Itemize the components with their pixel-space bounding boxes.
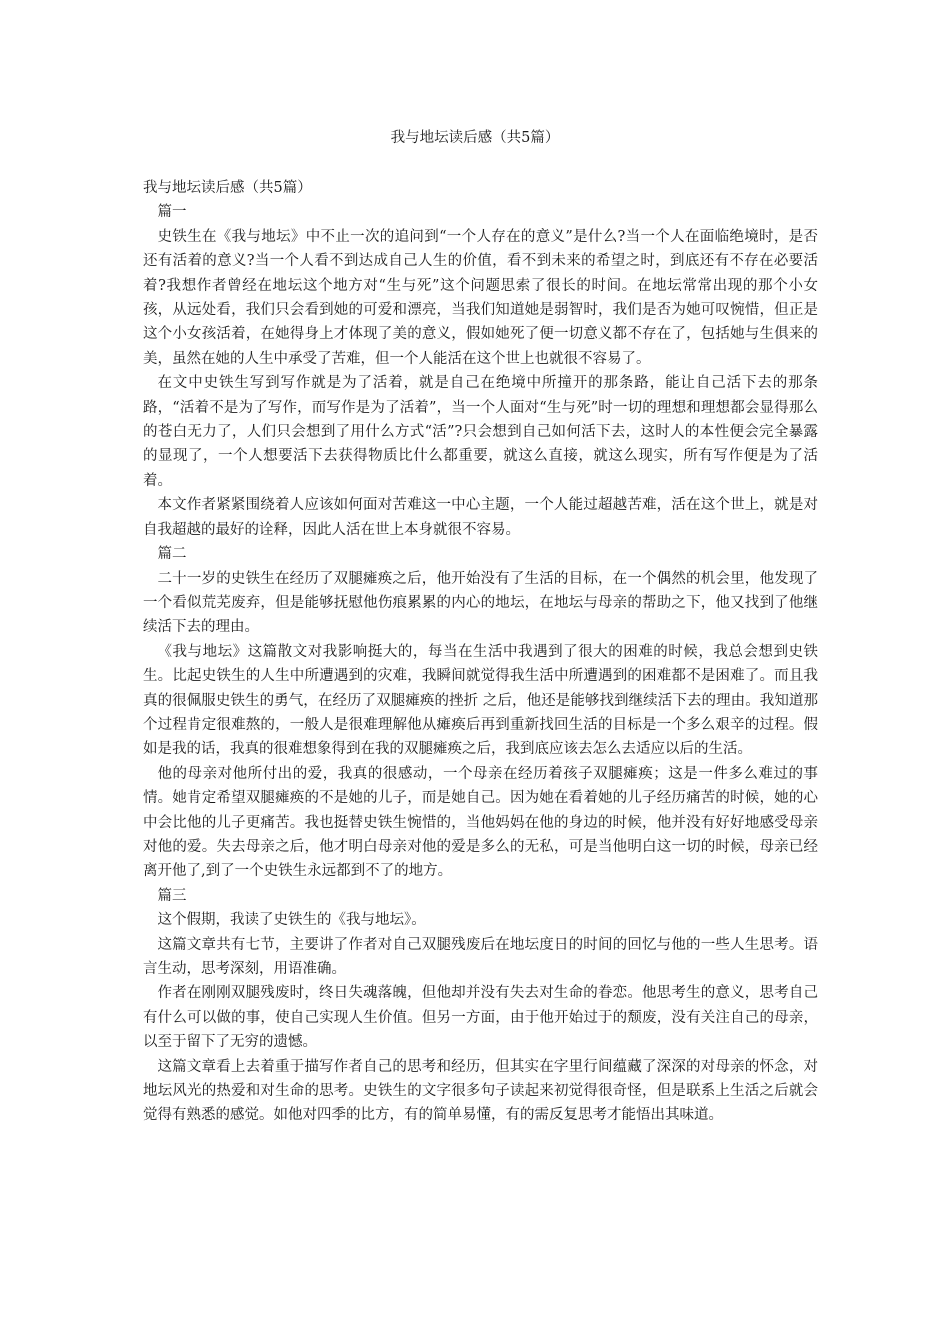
paragraph: 史铁生在《我与地坛》中不止一次的追问到“一个人存在的意义”是什么?当一个人在面临绝境时，是否还有活着的意义?当一个人看不到达成自己人生的价值，看不到未来的希望之时，到底还有不存在必要活着?我想作者曾经在地坛这个地方对“生与死”这个问题思索了很长的时间。在地坛常常出现的那个小女孩，从远处看，我们只会看到她的可爱和漂亮，当我们知道她是弱智时，我们是否为她可叹惋惜，但正是这个小女孩活着，在她得身上才体现了美的意义，假如她死了便一切意义都不存在了，包括她与生俱来的美，虽然在她的人生中承受了苦难，但一个人能活在这个世上也就很不容易了。: [143, 228, 818, 367]
paragraph: 二十一岁的史铁生在经历了双腿瘫痪之后，他开始没有了生活的目标，在一个偶然的机会里，他发现了一个看似荒芜废弃，但是能够抚慰他伤痕累累的内心的地坛，在地坛与母亲的帮助之下，他又找到了他继续活下去的理由。: [143, 570, 818, 636]
section-heading: 篇三: [157, 887, 187, 904]
paragraph: 《我与地坛》这篇散文对我影响挺大的，每当在生活中我遇到了很大的困难的时候，我总会想到史铁生。比起史铁生的人生中所遭遇到的灾难，我瞬间就觉得我生活中所遭遇到的困难都不是困难了。而且我真的很佩服史铁生的勇气，在经历了双腿瘫痪的挫折 之后，他还是能够找到继续活下去的理由。我知道那个过程肯定很难熬的，一般人是很难理解他从瘫痪后再到重新找回生活的目标是一个多么艰辛的过程。假如是我的话，我真的很难想象得到在我的双腿瘫痪之后，我到底应该去怎么去适应以后的生活。: [143, 643, 818, 758]
document-subtitle: 我与地坛读后感（共5篇）: [143, 180, 312, 196]
section-heading: 篇一: [157, 204, 187, 221]
paragraph: 作者在刚刚双腿残废时，终日失魂落魄，但他却并没有失去对生命的眷恋。他思考生的意义，思考自己有什么可以做的事，使自己实现人生价值。但另一方面，由于他开始过于的颓废，没有关注自己的母亲，以至于留下了无穷的遗憾。: [143, 985, 818, 1051]
paragraph: 他的母亲对他所付出的爱，我真的很感动，一个母亲在经历着孩子双腿瘫痪；这是一件多么难过的事情。她肯定希望双腿瘫痪的不是她的儿子，而是她自己。因为她在看着她的儿子经历痛苦的时候，她的心中会比他的儿子更痛苦。我也挺替史铁生惋惜的，当他妈妈在他的身边的时候，他并没有好好地感受母亲对他的爱。失去母亲之后，他才明白母亲对他的爱是多么的无私，可是当他明白这一切的时候，母亲已经离开他了,到了一个史铁生永远都到不了的地方。: [143, 765, 818, 880]
document-title: 我与地坛读后感（共5篇）: [390, 130, 560, 146]
paragraph: 本文作者紧紧围绕着人应该如何面对苦难这一中心主题，一个人能过超越苦难，活在这个世上，就是对自我超越的最好的诠释，因此人活在世上本身就很不容易。: [143, 497, 818, 538]
paragraph: 在文中史铁生写到写作就是为了活着，就是自己在绝境中所撞开的那条路，能让自己活下去的那条路，“活着不是为了写作，而写作是为了活着”，当一个人面对“生与死”时一切的理想和理想都会显得那么的苍白无力了，人们只会想到了用什么方式“活”?只会想到自己如何活下去，这时人的本性便会完全暴露的显现了，一个人想要活下去获得物质比什么都重要，就这么直接，就这么现实，所有写作便是为了活着。: [143, 375, 818, 489]
document-body: [143, 176, 818, 1128]
paragraph: 这篇文章看上去着重于描写作者自己的思考和经历，但其实在字里行间蕴藏了深深的对母亲的怀念，对地坛风光的热爱和对生命的思考。史铁生的文字很多句子读起来初觉得很奇怪，但是联系上生活之后就会觉得有熟悉的感觉。如他对四季的比方，有的简单易懂，有的需反复思考才能悟出其味道。: [143, 1058, 818, 1124]
section-heading: 篇二: [157, 546, 187, 563]
paragraph: 这篇文章共有七节，主要讲了作者对自己双腿残废后在地坛度日的时间的回忆与他的一些人生思考。语言生动，思考深刻，用语准确。: [143, 936, 818, 977]
paragraph: 这个假期，我读了史铁生的《我与地坛》。: [157, 912, 426, 929]
